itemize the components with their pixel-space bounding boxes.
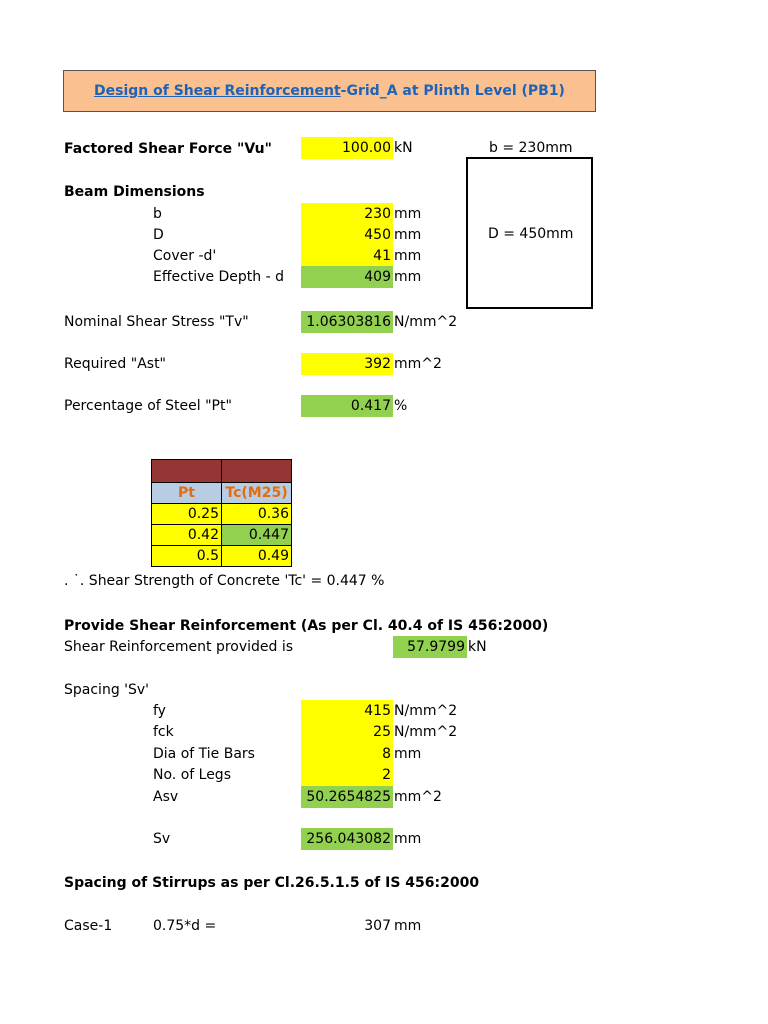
spacing-value-asv[interactable]: 50.2654825 [301,786,393,808]
spacing-value-legs[interactable]: 2 [301,764,393,786]
page-title [63,70,596,112]
case1-formula: 0.75*d = [153,918,217,934]
table-header-row [152,483,292,504]
spacing-value-sv[interactable]: 256.043082 [301,828,393,850]
provide-heading: Provide Shear Reinforcement (As per Cl. 40.4 of IS 456:2000) [64,618,549,634]
shear-force-value[interactable]: 100.00 [301,137,393,159]
dim-unit-D: mm [394,227,422,243]
percentage-steel-label: Percentage of Steel "Pt" [64,398,232,414]
dim-unit-effective-depth: mm [394,269,422,285]
dim-value-effective-depth[interactable]: 409 [301,266,393,288]
spacing-value-fck[interactable]: 25 [301,721,393,743]
dim-label-b: b [153,206,162,222]
spacing-label-sv: Sv [153,831,171,847]
dim-unit-b: mm [394,206,422,222]
concrete-strength-text: . ˙. Shear Strength of Concrete 'Tc' = 0.447 % [64,573,385,589]
pt-tc-table [151,459,292,567]
dim-unit-cover: mm [394,248,422,264]
required-ast-label: Required "Ast" [64,356,166,372]
shear-force-label: Factored Shear Force "Vu" [64,141,272,157]
stirrups-heading: Spacing of Stirrups as per Cl.26.5.1.5 of IS 456:2000 [64,875,480,891]
dim-value-b[interactable]: 230 [301,203,393,225]
spacing-label-fy: fy [153,703,166,719]
spacing-label-asv: Asv [153,789,179,805]
dim-label-effective-depth: Effective Depth - d [153,269,285,285]
table-row [152,546,292,567]
table-cell-pt[interactable]: 0.42 [152,525,222,546]
dim-value-cover[interactable]: 41 [301,245,393,267]
spacing-unit-asv: mm^2 [394,789,442,805]
beam-depth-label: D = 450mm [488,226,574,242]
dim-label-cover: Cover -d' [153,248,217,264]
table-cell-pt[interactable]: 0.5 [152,546,222,567]
table-header-tc: Tc(M25) [222,483,292,504]
case1-unit: mm [394,918,422,934]
spacing-heading: Spacing 'Sv' [64,682,150,698]
table-header-pt: Pt [152,483,222,504]
spacing-label-legs: No. of Legs [153,767,231,783]
dim-value-D[interactable]: 450 [301,224,393,246]
table-top-cell [222,460,292,483]
spacing-unit-fy: N/mm^2 [394,703,458,719]
case1-label: Case-1 [64,918,113,934]
reinforcement-provided-label: Shear Reinforcement provided is [64,639,294,655]
spacing-label-dia: Dia of Tie Bars [153,746,255,762]
reinforcement-provided-value[interactable]: 57.9799 [393,636,467,658]
table-row [152,525,292,546]
title-link[interactable]: Design of Shear Reinforcement [94,83,341,99]
spacing-unit-sv: mm [394,831,422,847]
spacing-unit-fck: N/mm^2 [394,724,458,740]
percentage-steel-unit: % [394,398,408,414]
case1-value[interactable]: 307 [364,918,391,934]
required-ast-unit: mm^2 [394,356,442,372]
table-top-row [152,460,292,483]
reinforcement-provided-unit: kN [468,639,487,655]
spacing-unit-dia: mm [394,746,422,762]
spacing-label-fck: fck [153,724,174,740]
table-cell-tc[interactable]: 0.49 [222,546,292,567]
shear-force-unit: kN [394,140,413,156]
spacing-value-fy[interactable]: 415 [301,700,393,722]
percentage-steel-value[interactable]: 0.417 [301,395,393,417]
beam-dimensions-heading: Beam Dimensions [64,184,205,200]
beam-width-label: b = 230mm [489,140,573,156]
required-ast-value[interactable]: 392 [301,353,393,375]
title-rest: -Grid_A at Plinth Level (PB1) [340,83,565,99]
spacing-value-dia[interactable]: 8 [301,743,393,765]
table-top-cell [152,460,222,483]
table-cell-tc[interactable]: 0.36 [222,504,292,525]
table-cell-pt[interactable]: 0.25 [152,504,222,525]
nominal-stress-label: Nominal Shear Stress "Tv" [64,314,249,330]
table-row [152,504,292,525]
dim-label-D: D [153,227,164,243]
nominal-stress-unit: N/mm^2 [394,314,458,330]
nominal-stress-value[interactable]: 1.06303816 [301,311,393,333]
table-cell-tc[interactable]: 0.447 [222,525,292,546]
